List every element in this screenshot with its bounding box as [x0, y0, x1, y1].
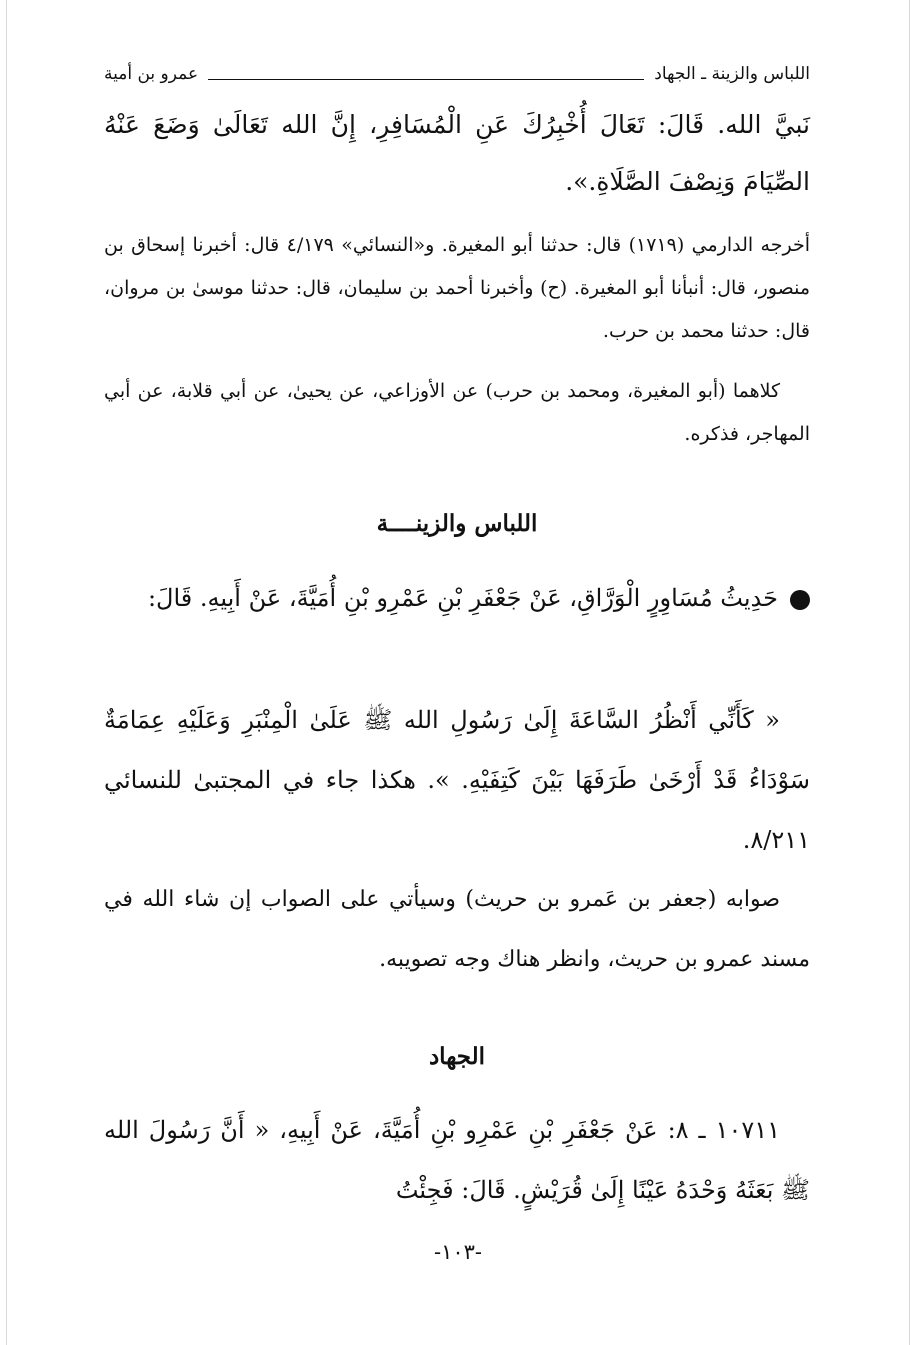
page-edge-right: [909, 0, 910, 1345]
page-number: -١٠٣-: [433, 1240, 483, 1264]
hadith-intro: [104, 568, 810, 628]
header-rule: [208, 79, 644, 80]
page-edge-left: [6, 0, 7, 1345]
section-title-jihad: الجهاد: [428, 1043, 486, 1070]
hadith-continuation: نَبيَّ الله. قَالَ: تَعَالَ أُخْبِرُكَ عَنِ الْمُسَافِرِ، إِنَّ الله تَعَالَىٰ وَضَعَ عَنْهُ الصِّيَامَ وَنِصْفَ الصَّلَاةِ.».: [104, 110, 810, 196]
hadith-text-turban: « كَأَنِّي أَنْظُرُ السَّاعَةَ إِلَىٰ رَسُولِ الله ﷺ عَلَىٰ الْمِنْبَرِ وَعَلَيْهِ عِمَامَةٌ سَوْدَاءُ قَدْ أَرْخَىٰ طَرَفَهَا بَيْنَ كَتِفَيْهِ. ». هكذا جاء في المجتبىٰ للنسائي ٨/٢١١.: [104, 706, 810, 854]
takhrij-note: أخرجه الدارمي (١٧١٩) قال: حدثنا أبو المغيرة. و«النسائي» ٤/١٧٩ قال: أخبرنا إسحاق بن منصور، قال: أنبأنا أبو المغيرة. (ح) وأخبرنا أحمد بن سليمان، قال: حدثنا موسىٰ بن مروان، قال: حدثنا محمد بن حرب.: [104, 234, 810, 342]
hadith-intro-text: حَدِيثُ مُسَاوِرٍ الْوَرَّاقِ، عَنْ جَعْفَرِ بْنِ عَمْرِو بْنِ أُمَيَّةَ، عَنْ أَبِيهِ. قَالَ:: [147, 584, 778, 612]
running-header-left: عمرو بن أمية: [104, 64, 199, 84]
bullet-icon: [790, 590, 810, 610]
running-header-right: اللباس والزينة ـ الجهاد: [654, 64, 810, 84]
section-title-clothing: اللباس والزينــــة: [376, 510, 538, 537]
running-header: [104, 64, 810, 84]
isnad-note: كلاهما (أبو المغيرة، ومحمد بن حرب) عن الأوزاعي، عن يحيىٰ، عن أبي قلابة، عن أبي المهاجر، فذكره.: [104, 380, 810, 445]
hadith-text-jihad: ١٠٧١١ ـ ٨: عَنْ جَعْفَرِ بْنِ عَمْرِو بْنِ أُمَيَّةَ، عَنْ أَبِيهِ، « أَنَّ رَسُولَ الله ﷺ بَعَثَهُ وَحْدَهُ عَيْنًا إِلَىٰ قُرَيْشٍ. قَالَ: فَجِئْتُ: [104, 1116, 810, 1204]
correction-comment: صوابه (جعفر بن عَمرو بن حريث) وسيأتي على الصواب إن شاء الله في مسند عمرو بن حريث، وانظر هناك وجه تصويبه.: [104, 887, 810, 972]
